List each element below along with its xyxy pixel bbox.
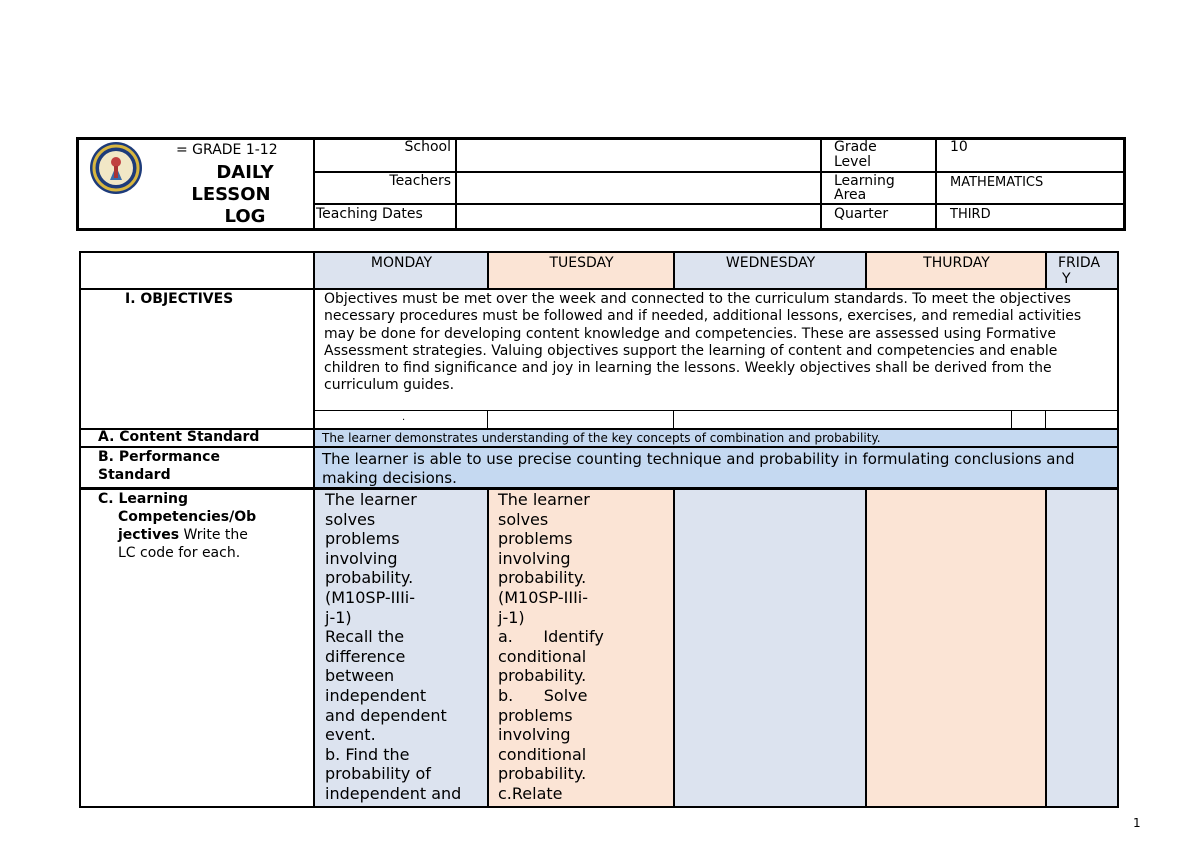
competency-line: probability of <box>325 764 431 784</box>
header-divider <box>313 203 1123 205</box>
grade-level-value: 10 <box>950 139 968 155</box>
day-friday-wrap: Y <box>1062 271 1071 287</box>
competency-line: probability. <box>498 568 587 588</box>
competency-line: conditional <box>498 646 587 666</box>
performance-standard-label: B. Performance <box>98 449 220 465</box>
grade-level-label: Grade <box>834 139 877 155</box>
grid-line <box>487 489 489 806</box>
grade-level-label-2: Level <box>834 154 871 170</box>
performance-standard-label-2: Standard <box>98 467 171 483</box>
header-divider <box>935 139 937 230</box>
competency-line: involving <box>498 548 571 568</box>
competency-line: b. Solve <box>498 686 588 705</box>
quarter-label: Quarter <box>834 206 889 222</box>
day-thursday: THURDAY <box>923 255 990 271</box>
day-tuesday: TUESDAY <box>549 255 614 271</box>
competency-line: probability. <box>498 764 587 784</box>
grid-line <box>1045 489 1047 806</box>
grid-line <box>487 410 488 428</box>
thursday-competency-cell <box>867 489 1046 806</box>
competency-line: (M10SP-IIIi- <box>325 588 416 607</box>
competency-line: solves <box>325 509 376 529</box>
grade-range-label: = GRADE 1-12 <box>176 142 278 158</box>
teaching-dates-label: Teaching Dates <box>316 206 423 222</box>
competency-line: problems <box>325 529 400 549</box>
competency-line: solves <box>498 509 549 529</box>
grid-line <box>673 410 674 428</box>
competency-line: independent and <box>325 784 462 803</box>
page-number: 1 <box>1133 816 1141 830</box>
competency-line: c.Relate <box>498 784 563 803</box>
grid-line <box>81 288 1117 290</box>
grid-line <box>315 410 1117 411</box>
objectives-text: Objectives must be met over the week and connected to the curriculum standards. To meet the objectives necessary procedures must be followed and if needed, additional lessons, exercises, and remedial activities may be done for developing content knowledge and competencies. These are assessed using Formative Assessment strategies. Valuing objectives support the learning of content and competencies and enable children to find significance and joy in learning the lessons. Weekly objectives shall be derived from the curriculum guides. <box>324 291 1082 394</box>
competencies-label: C. Learning <box>98 491 188 507</box>
competency-line: problems <box>498 529 573 549</box>
competency-line: probability. <box>498 666 587 686</box>
competency-line: event. <box>325 725 376 745</box>
competency-line: involving <box>325 548 398 568</box>
grid-line <box>1011 410 1012 428</box>
competency-line: j-1) <box>325 607 352 627</box>
header-divider <box>313 139 315 230</box>
title-daily: DAILY <box>216 162 274 183</box>
competency-line: Recall the <box>325 627 405 647</box>
competency-line: independent <box>325 686 427 705</box>
learning-area-label: Learning <box>834 173 895 189</box>
competencies-label-4: LC code for each. <box>118 545 241 561</box>
teachers-label: Teachers <box>389 173 451 189</box>
competency-line: b. Find the <box>325 744 410 764</box>
grid-line <box>1045 410 1046 428</box>
day-monday: MONDAY <box>370 255 433 271</box>
competencies-label-3: jectives Write the <box>118 527 248 543</box>
competency-line: The learner <box>498 490 590 509</box>
content-standard-text: The learner demonstrates understanding of the key concepts of combination and probability. <box>322 431 881 445</box>
competency-line: and dependent <box>325 705 447 725</box>
objectives-dot: . <box>402 412 406 423</box>
deped-seal-logo <box>88 140 144 196</box>
title-log: LOG <box>224 206 266 227</box>
competencies-label-2: Competencies/Ob <box>118 509 257 525</box>
day-wednesday: WEDNESDAY <box>725 255 816 271</box>
header-divider <box>455 139 457 230</box>
learning-area-label-2: Area <box>834 187 867 203</box>
wednesday-competency-cell <box>675 489 866 806</box>
competency-line: between <box>325 666 395 686</box>
grid-line <box>673 489 675 806</box>
competency-line: conditional <box>498 744 587 764</box>
competency-line: problems <box>498 705 573 725</box>
competency-line: j-1) <box>498 607 525 627</box>
grid-line <box>865 489 867 806</box>
quarter-value: THIRD <box>950 207 991 222</box>
competency-line: a. Identify <box>498 627 604 647</box>
learning-area-value: MATHEMATICS <box>950 175 1044 190</box>
competency-line: The learner <box>325 490 417 509</box>
grid-line <box>313 253 315 806</box>
day-friday: FRIDA <box>1058 255 1101 271</box>
friday-competency-cell <box>1047 489 1117 806</box>
school-label: School <box>404 139 451 155</box>
objectives-label: I. OBJECTIVES <box>125 291 234 307</box>
content-standard-label: A. Content Standard <box>98 429 260 445</box>
grid-line <box>81 446 1117 448</box>
competency-line: (M10SP-IIIi- <box>498 588 589 607</box>
competency-line: probability. <box>325 568 414 588</box>
competency-line: difference <box>325 646 406 666</box>
competency-line: involving <box>498 725 571 745</box>
title-lesson: LESSON <box>191 184 271 205</box>
performance-standard-text: The learner is able to use precise counting technique and probability in formulating conclusions and making decisions. <box>322 450 1075 487</box>
header-divider <box>820 139 822 230</box>
